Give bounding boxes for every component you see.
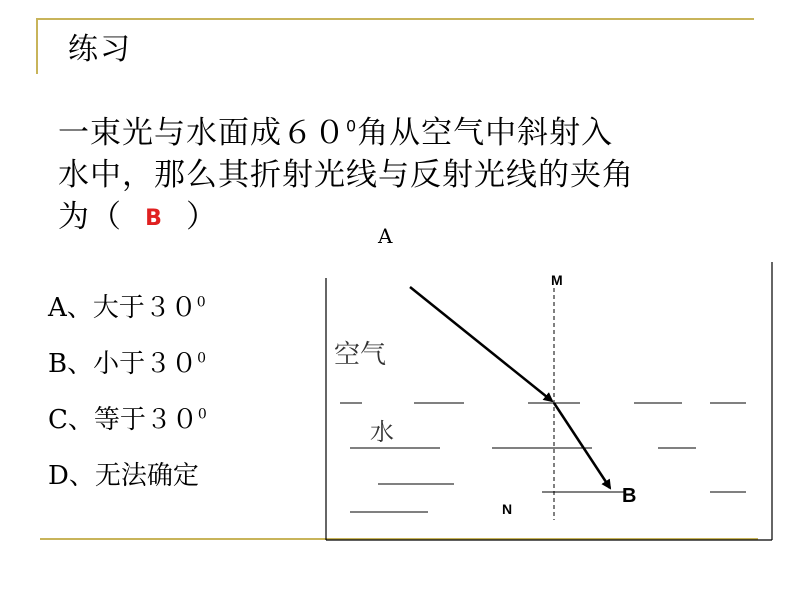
incident-ray [410,287,552,401]
label-b: B [622,485,637,507]
option-b-text: B、小于３０ [48,349,198,379]
option-c-text: C、等于３０ [48,405,198,435]
diagram-label-a: A [378,224,393,248]
question-line-3-pre: 为（ [58,199,122,235]
label-m: M [551,272,563,288]
question-line-1-rest: 角从空气中斜射入 [357,115,614,151]
answer-mark: B [145,205,163,231]
question-line-3-post: ） [186,199,218,235]
option-a-degree: 0 [196,294,206,311]
degree-superscript: 0 [346,116,358,136]
label-air: 空气 [334,340,387,370]
option-b-degree: 0 [197,350,207,367]
label-water: 水 [370,418,394,446]
water-ripples [350,448,746,512]
refracted-ray [554,403,610,488]
label-n: N [502,501,513,517]
option-d-text: D、无法确定 [48,461,199,491]
question-line-1-text: 一束光与水面成６０ [58,115,346,151]
question-line-2: 水中，那么其折射光线与反射光线的夹角 [58,157,634,193]
option-c-degree: 0 [197,406,207,423]
slide-title: 练习 [68,32,132,67]
option-a-text: A、大于３０ [48,293,197,323]
